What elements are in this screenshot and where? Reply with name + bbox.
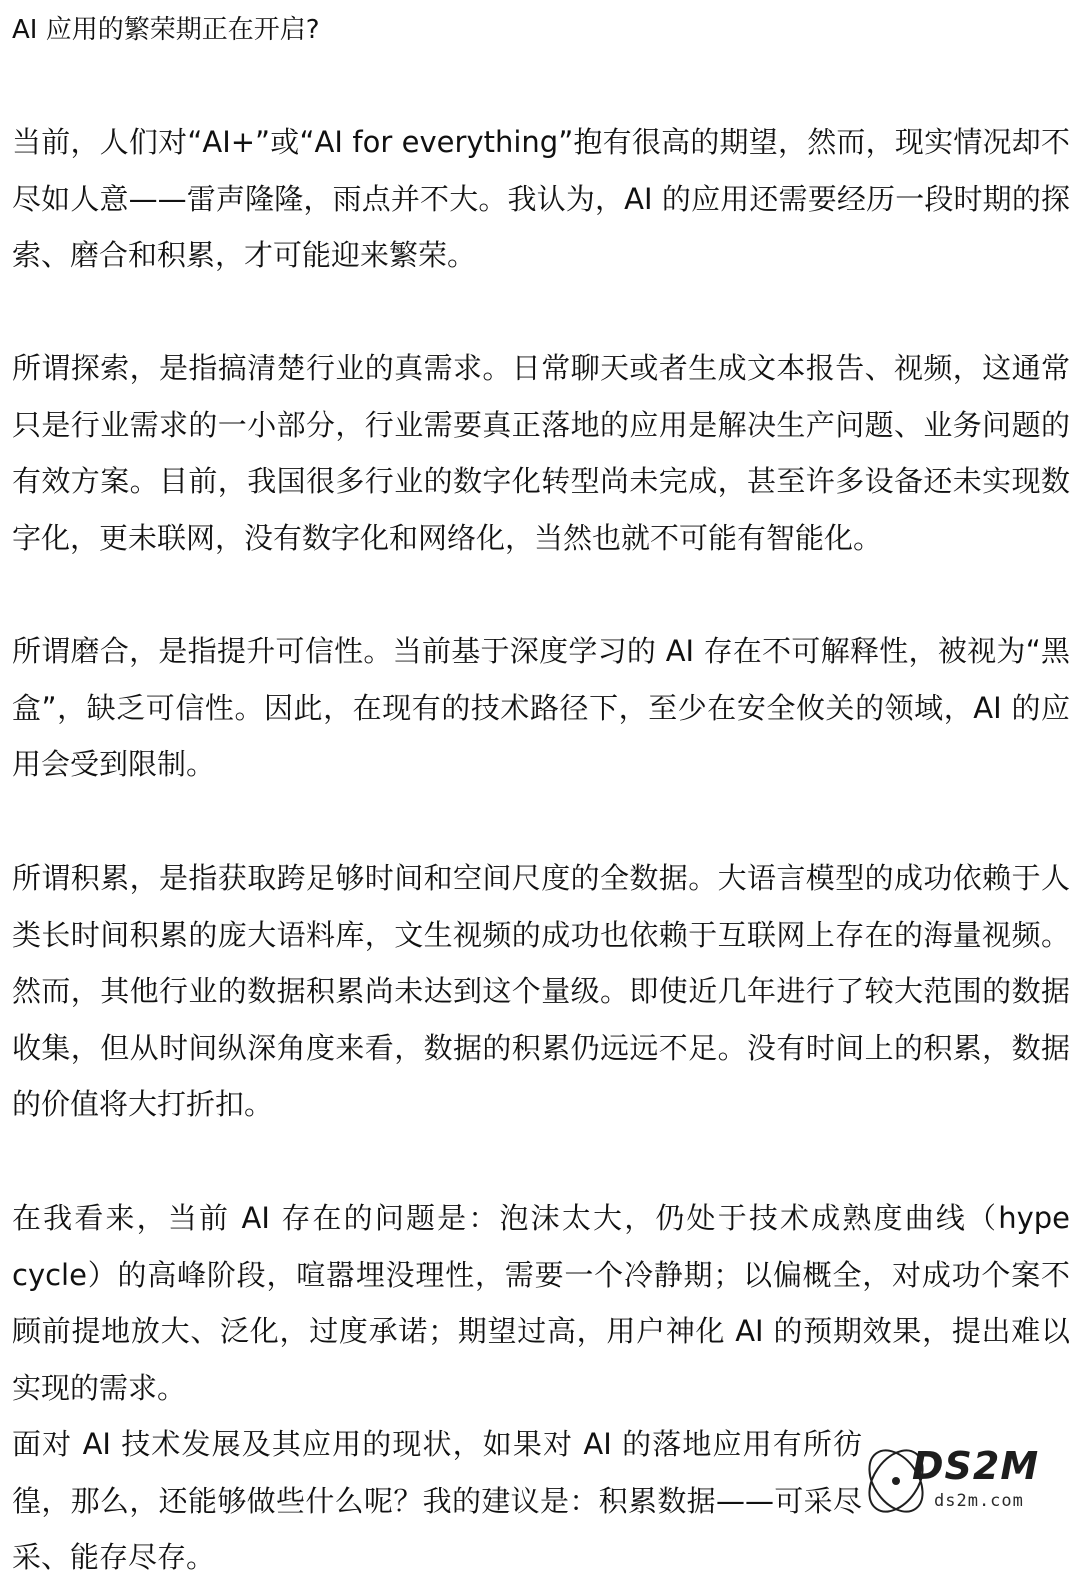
watermark-logo-text: DS2M <box>912 1444 1040 1488</box>
atom-orbit-icon <box>860 1441 950 1521</box>
paragraph-4: 所谓积累，是指获取跨足够时间和空间尺度的全数据。大语言模型的成功依赖于人类长时间积累的庞大语料库，文生视频的成功也依赖于互联网上存在的海量视频。然而，其他行业的数据积累尚未达到这个量级。即使近几年进行了较大范围的数据收集，但从时间纵深角度来看，数据的积累仍远远不足。没有时间上的积累，数据的价值将大打折扣。 <box>12 861 1070 1121</box>
article-title: AI 应用的繁荣期正在开启? <box>12 15 320 45</box>
paragraph-3: 所谓磨合，是指提升可信性。当前基于深度学习的 AI 存在不可解释性，被视为“黑盒”，缺乏可信性。因此，在现有的技术路径下，至少在安全攸关的领域，AI 的应用会受到限制。 <box>12 634 1070 781</box>
watermark-site-text: ds2m.com <box>934 1491 1024 1511</box>
paragraph-5: 在我看来，当前 AI 存在的问题是：泡沫太大，仍处于技术成熟度曲线（hype cycle）的高峰阶段，喧嚣埋没理性，需要一个冷静期；以偏概全，对成功个案不顾前提地放大、泛化，过度承诺；期望过高，用户神化 AI 的预期效果，提出难以实现的需求。 <box>12 1201 1070 1405</box>
paragraph-2: 所谓探索，是指搞清楚行业的真需求。日常聊天或者生成文本报告、视频，这通常只是行业需求的一小部分，行业需要真正落地的应用是解决生产问题、业务问题的有效方案。目前，我国很多行业的数字化转型尚未完成，甚至许多设备还未实现数字化，更未联网，没有数字化和网络化，当然也就不可能有智能化。 <box>12 351 1070 555</box>
watermark <box>860 1441 1070 1521</box>
paragraph-1: 当前，人们对“AI+”或“AI for everything”抱有很高的期望，然而，现实情况却不尽如人意——雷声隆隆，雨点并不大。我认为，AI 的应用还需要经历一段时期的探索、磨合和积累，才可能迎来繁荣。 <box>12 125 1070 272</box>
paragraph-6: 面对 AI 技术发展及其应用的现状，如果对 AI 的落地应用有所彷徨，那么，还能够做些什么呢？我的建议是：积累数据——可采尽采、能存尽存。 <box>12 1427 862 1574</box>
